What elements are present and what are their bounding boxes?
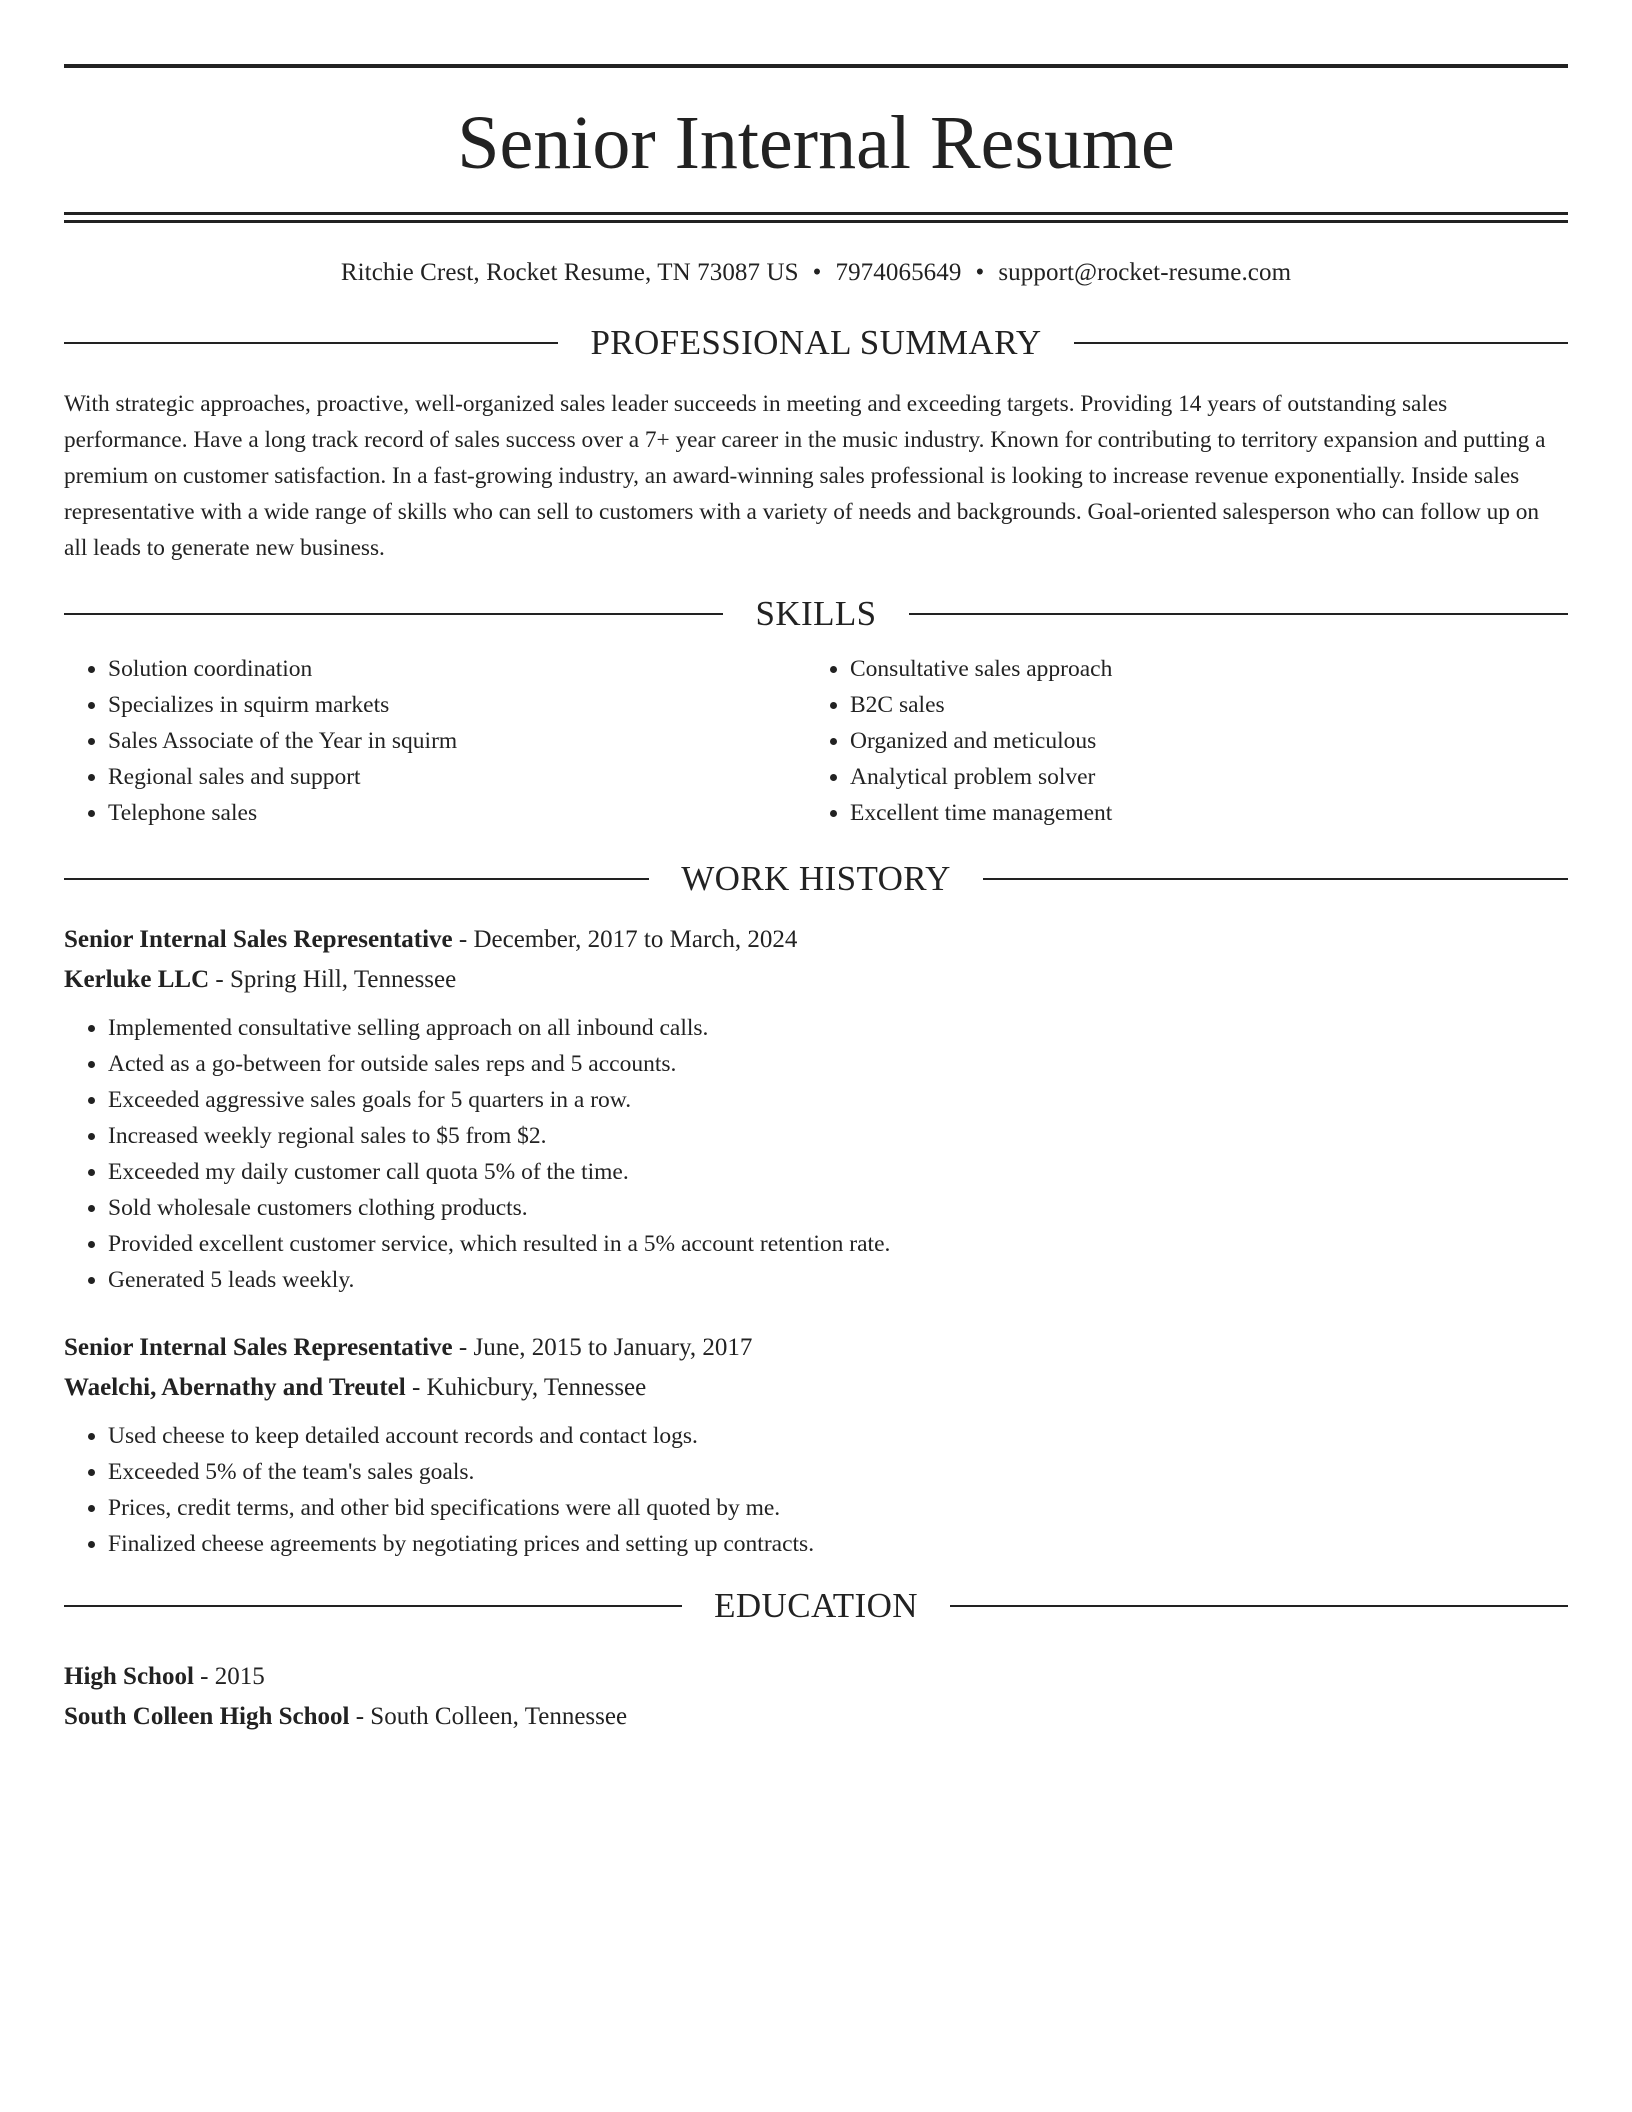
job-bullets [64,1010,1568,1298]
job-bullet: • Generated 5 leads weekly. [108,1262,1568,1298]
resume-title: Senior Internal Resume [457,101,1175,185]
skills-list [64,651,1568,831]
heading-line-left [64,613,723,615]
skill-item: • Analytical problem solver [850,759,1548,795]
job-bullet: • Used cheese to keep detailed account records and contact logs. [108,1418,1568,1454]
heading-line-left [64,1605,682,1607]
summary-text: With strategic approaches, proactive, well-organized sales leader succeeds in meeting and exceeding targets. Providing 14 years of outstanding sales performance. Have a long track record of sales success over a 7+ year career in the music industry. Known for contributing to territory expansion and putting a premium on customer satisfaction. In a fast-growing industry, an award-winning sales professional is looking to increase revenue exponentially. Inside sales representative with a wide range of skills who can sell to customers with a variety of needs and backgrounds. Goal-oriented salesperson who can follow up on all leads to generate new business. [64,391,1546,561]
summary-section-heading [64,325,1568,360]
skills-column-right [806,651,1548,831]
job-bullet: • Implemented consultative selling approach on all inbound calls. [108,1010,1568,1046]
job-bullet: • Prices, credit terms, and other bid specifications were all quoted by me. [108,1490,1568,1526]
job-title-line [64,920,1568,960]
skill-item: • Specializes in squirm markets [108,687,806,723]
contact-separator: • [975,259,985,286]
skill-item: • Regional sales and support [108,759,806,795]
job-bullet: • Provided excellent customer service, which resulted in a 5% account retention rate. [108,1226,1568,1262]
heading-line-right [983,878,1568,880]
job-dates: - December, 2017 to March, 2024 [452,926,798,953]
job-role: Senior Internal Sales Representative [64,1334,453,1361]
job-title-line [64,1328,1568,1368]
skill-item: • Consultative sales approach [850,651,1548,687]
skill-item: • Telephone sales [108,795,806,831]
job-bullet: • Acted as a go-between for outside sales reps and 5 accounts. [108,1046,1568,1082]
skills-section-heading [64,596,1568,631]
job-company: Kerluke LLC [64,966,210,993]
education-school: South Colleen High School [64,1703,350,1730]
skills-heading: SKILLS [755,594,877,633]
skill-item: • B2C sales [850,687,1548,723]
job-company: Waelchi, Abernathy and Treutel [64,1374,406,1401]
title-rule-lower [64,220,1568,223]
job-company-line [64,1368,1568,1408]
job-bullet: • Exceeded 5% of the team's sales goals. [108,1454,1568,1490]
job-bullets [64,1418,1568,1562]
job-location: - Spring Hill, Tennessee [209,966,457,993]
education-school-line [64,1697,1568,1737]
job-entry [64,1328,1568,1562]
education-heading: EDUCATION [714,1586,918,1625]
heading-line-left [64,342,558,344]
contact-phone: 7974065649 [835,259,962,286]
heading-line-right [909,613,1568,615]
education-location: - South Colleen, Tennessee [349,1703,628,1730]
skill-item: • Sales Associate of the Year in squirm [108,723,806,759]
heading-line-right [950,1605,1568,1607]
contact-separator: • [812,259,822,286]
job-entry [64,920,1568,1298]
heading-line-right [1074,342,1568,344]
education-entry [64,1657,1568,1737]
job-role: Senior Internal Sales Representative [64,926,453,953]
job-dates: - June, 2015 to January, 2017 [452,1334,753,1361]
skill-item: • Excellent time management [850,795,1548,831]
job-bullet: • Exceeded my daily customer call quota 5% of the time. [108,1154,1568,1190]
education-section-heading [64,1588,1568,1623]
contact-line [64,259,1568,287]
job-company-line [64,960,1568,1000]
education-year: - 2015 [193,1663,265,1690]
skills-column-left [64,651,806,831]
job-bullet: • Finalized cheese agreements by negotiating prices and setting up contracts. [108,1526,1568,1562]
contact-email: support@rocket-resume.com [998,259,1292,286]
skill-item: • Organized and meticulous [850,723,1548,759]
education-degree-line [64,1657,1568,1697]
heading-line-left [64,878,649,880]
job-bullet: • Exceeded aggressive sales goals for 5 quarters in a row. [108,1082,1568,1118]
job-bullet: • Sold wholesale customers clothing products. [108,1190,1568,1226]
education-degree: High School [64,1663,194,1690]
title-rule-upper [64,212,1568,215]
work-section-heading [64,861,1568,896]
resume-page [64,0,1568,1737]
summary-heading: PROFESSIONAL SUMMARY [590,323,1042,362]
contact-address: Ritchie Crest, Rocket Resume, TN 73087 US [340,259,799,286]
job-bullet: • Increased weekly regional sales to $5 from $2. [108,1118,1568,1154]
job-location: - Kuhicbury, Tennessee [405,1374,647,1401]
work-heading: WORK HISTORY [681,859,951,898]
skill-item: • Solution coordination [108,651,806,687]
